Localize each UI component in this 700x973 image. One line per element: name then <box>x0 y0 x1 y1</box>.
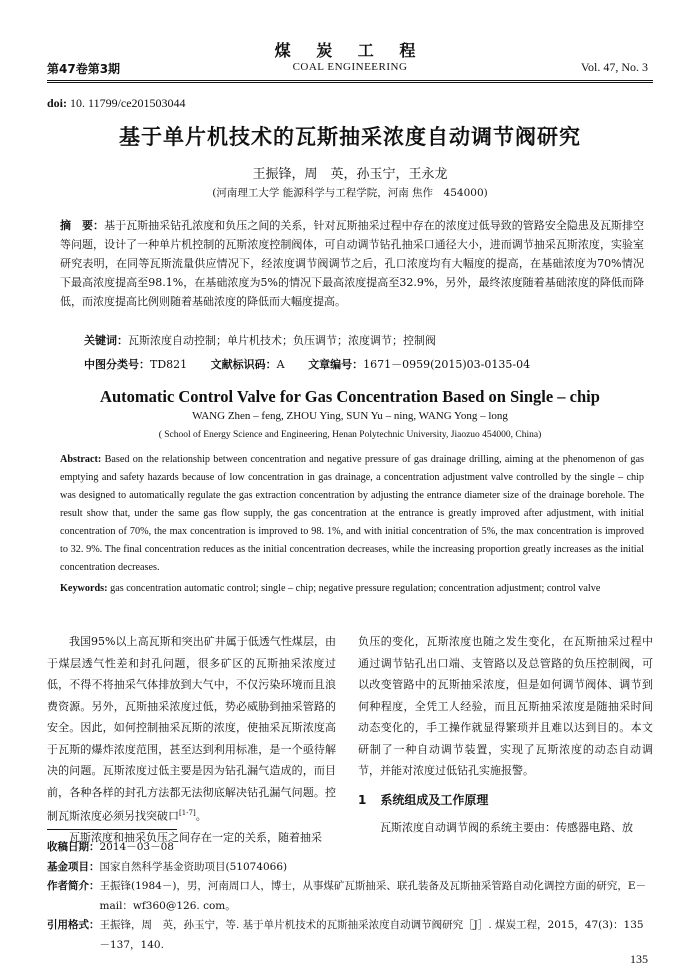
abstract-en-text: Based on the relationship between concentration and negative pressure of gas drainage drilling, aiming at the phenomenon of gas emptying and safety hazards because of low concentration in gas drainage, a concentration adjustment valve controlled by the single – chip was designed to automatically regulate the gas extraction concentration by adjusting the entrance diameter size of the drainage borehole. The result show that, under the same gas flow supply, the gas concentration at the entrance is greatly improved after adjustment, with initial concentration of 70%, the max concentration is improved to 98. 1%, and with initial concentration of 5%, the max concentration is improved to 32. 9%. The final concentration reduces as the initial concentration decreases, while the increasing proportion greatly increases as the initial concentration decreases. <box>60 454 644 573</box>
received-value: 2014－03－08 <box>99 841 174 853</box>
author-bio-value: 王振锋(1984－)，男，河南周口人，博士，从事煤矿瓦斯抽采、联孔装备及瓦斯抽采管路自动化调控方面的研究，E－mail：wf360@126. com。 <box>99 880 647 912</box>
keywords-en-text: gas concentration automatic control; single – chip; negative pressure regulation; concentration adjustment; control valve <box>110 583 601 594</box>
fund-value: 国家自然科学基金资助项目(51074066) <box>99 860 288 873</box>
journal-title-en: COAL ENGINEERING <box>292 61 408 73</box>
citation-label: 引用格式： <box>47 919 100 931</box>
intro-paragraph-1-end: 。 <box>195 809 207 823</box>
article-title-cn: 基于单片机技术的瓦斯抽采浓度自动调节阀研究 <box>119 125 581 149</box>
keywords-cn-label: 关键词： <box>84 334 128 347</box>
issue-label-en: Vol. 47, No. 3 <box>580 60 648 74</box>
doc-code-label: 文献标识码： <box>210 358 277 371</box>
author-bio-label: 作者简介： <box>47 880 100 892</box>
abstract-cn-label: 摘 要： <box>60 219 105 232</box>
page-number: 135 <box>630 952 648 966</box>
intro-paragraph-2: 瓦斯浓度和抽采负压之间存在一定的关系，随着抽采 <box>69 831 322 845</box>
citation-value: 王振锋，周 英，孙玉宁，等. 基于单片机技术的瓦斯抽采浓度自动调节阀研究［J］. 煤炭工程，2015，47(3)：135－137，140. <box>99 919 644 951</box>
abstract-en <box>60 451 644 577</box>
footnote-rule <box>47 829 177 830</box>
fund-label: 基金项目： <box>47 860 100 873</box>
body-column-right <box>358 631 653 839</box>
affiliation-en: ( School of Energy Science and Engineering, Henan Polytechnic University, Jiaozuo 454000, China) <box>158 430 542 440</box>
abstract-en-label: Abstract: <box>60 454 102 465</box>
author-bio <box>47 877 653 916</box>
abstract-cn-text: 基于瓦斯抽采钻孔浓度和负压之间的关系，针对瓦斯抽采过程中存在的浓度过低导致的管路安全隐患及瓦斯排空等问题，设计了一种单片机控制的瓦斯浓度控制阀体，可自动调节钻孔抽采口通径大小，进而调节抽采瓦斯浓度，实验室研究表明，在同等瓦斯流量供应情况下，经浓度调节阀调节之后，孔口浓度均有大幅度的提高，在基础浓度为70%情况下最高浓度提高至98.1%，在基础浓度为5%的情况下最高浓度提高至32.9%，另外，最终浓度随着基础浓度的降低而降低，而浓度提高比例则随着基础浓度的降低而大幅度提高。 <box>60 219 644 308</box>
clc-label: 中图分类号： <box>84 358 150 371</box>
clc-value: TD821 <box>150 358 188 371</box>
article-number-label: 文章编号： <box>308 358 364 371</box>
abstract-cn <box>60 216 644 311</box>
received-label: 收稿日期： <box>47 841 100 853</box>
section-number: 1 <box>358 792 367 807</box>
citation-ref[interactable]: [1-7] <box>179 809 196 817</box>
intro-paragraph-1 <box>47 631 336 827</box>
received-date <box>47 838 653 858</box>
article-number-value: 1671－0959(2015)03-0135-04 <box>363 358 531 371</box>
keywords-cn <box>84 332 644 348</box>
authors-cn: 王振锋，周 英，孙玉宁，王永龙 <box>252 167 448 182</box>
footnotes <box>47 838 653 955</box>
keywords-en <box>60 580 644 598</box>
journal-title-cn: 煤 炭 工 程 <box>274 41 426 60</box>
section1-paragraph-1: 瓦斯浓度自动调节阀的系统主要由：传感器电路、放 <box>380 821 633 834</box>
keywords-en-label: Keywords: <box>60 583 108 594</box>
intro-paragraph-1-text: 我国95%以上高瓦斯和突出矿井属于低透气性煤层，由于煤层透气性差和封孔问题，很多矿区的瓦斯抽采浓度过低，不得不将抽采气体排放到大气中，不仅污染环境而且浪费资源。另外，瓦斯抽采浓度过低，势必威胁到抽采管路的安全。因此，如何控制抽采瓦斯的浓度，使抽采瓦斯浓度高于瓦斯的爆炸浓度范围，甚至达到利用标准，是一个亟待解决的问题。瓦斯浓度过低主要是因为钻孔漏气造成的，而目前，各种各样的封孔方法都无法彻底解决钻孔漏气问题。控制瓦斯浓度必须另找突破口 <box>47 635 336 823</box>
citation-format <box>47 916 653 955</box>
article-title-en: Automatic Control Valve for Gas Concentration Based on Single – chip <box>100 387 600 406</box>
body-column-left <box>47 631 336 849</box>
affiliation-cn: (河南理工大学 能源科学与工程学院，河南 焦作 454000) <box>212 187 488 199</box>
authors-en: WANG Zhen – feng, ZHOU Ying, SUN Yu – ning, WANG Yong – long <box>192 410 508 422</box>
section-heading-1 <box>358 790 653 812</box>
header-rule <box>47 80 653 83</box>
classification-row <box>84 356 654 372</box>
fund-info <box>47 858 653 878</box>
doi-line <box>47 96 186 111</box>
doc-code-value: A <box>276 358 285 371</box>
doi-label: doi: <box>47 96 68 110</box>
section-title: 系统组成及工作原理 <box>380 792 489 807</box>
issue-label-cn: 第47卷第3期 <box>47 62 121 76</box>
keywords-cn-text: 瓦斯浓度自动控制；单片机技术；负压调节；浓度调节；控制阀 <box>128 334 436 347</box>
doi-value[interactable]: 10. 11799/ce201503044 <box>70 96 186 110</box>
intro-paragraph-3: 负压的变化，瓦斯浓度也随之发生变化，在瓦斯抽采过程中通过调节钻孔出口端、支管路以及总管路的负压控制阀，可以改变管路中的瓦斯抽采浓度，但是如何调节阀体、调节到何种程度，全凭工人经验，而且瓦斯抽采浓度是随抽采时间动态变化的，手工操作就显得繁琐并且难以达到目的。本文研制了一种自动调节装置，实现了瓦斯浓度的动态自动调节，并能对浓度过低钻孔实施报警。 <box>358 635 653 777</box>
